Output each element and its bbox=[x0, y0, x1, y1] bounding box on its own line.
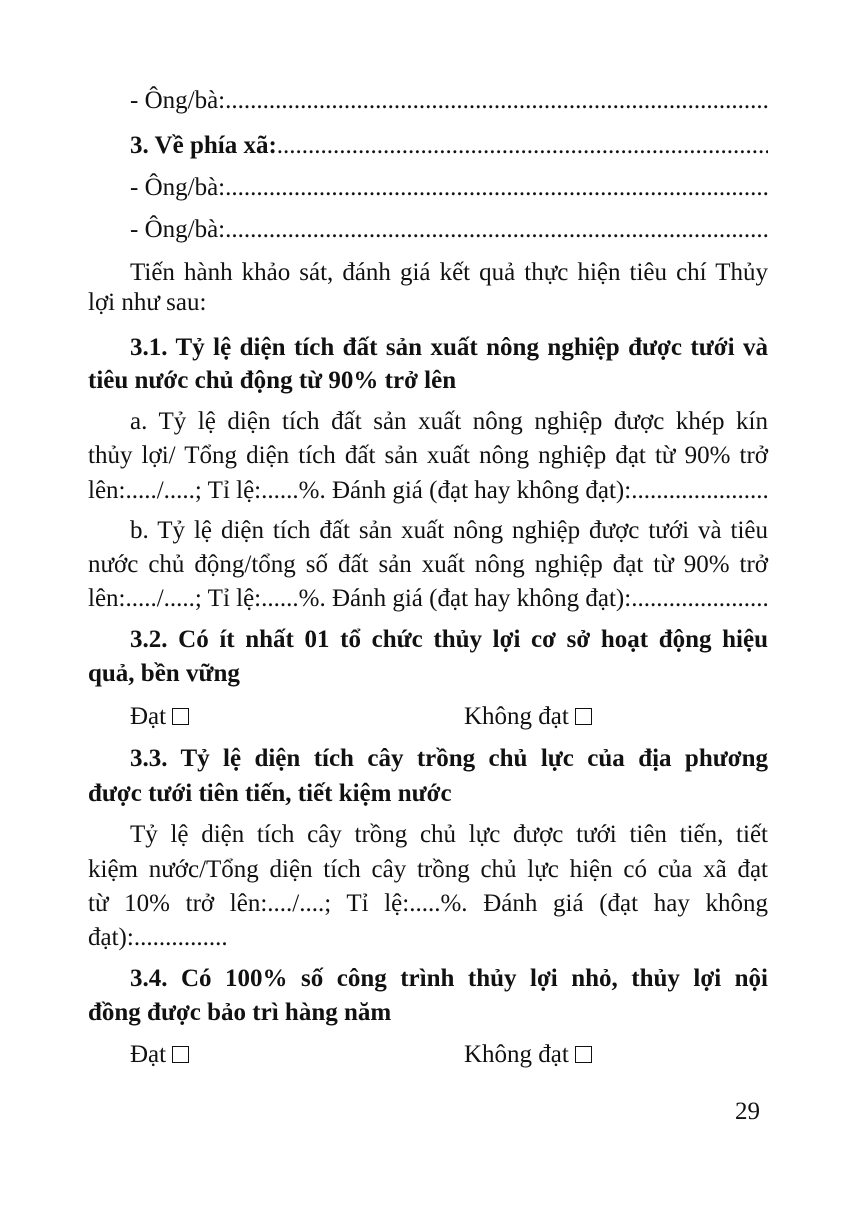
checkbox-icon[interactable] bbox=[575, 708, 592, 725]
section-3-1-heading: tiêu nước chủ động từ 90% trở lên bbox=[88, 367, 457, 394]
item-b-line: b. Tỷ lệ diện tích đất sản xuất nông nghiệp được tưới và tiêu bbox=[130, 517, 768, 544]
section-3-3-heading: 3.3. Tỷ lệ diện tích cây trồng chủ lực của địa phương bbox=[130, 745, 768, 772]
fill-in-dots bbox=[631, 584, 768, 614]
section-3-2-heading: quả, bền vững bbox=[88, 660, 240, 687]
signer-line bbox=[130, 215, 768, 245]
option-khong-dat[interactable] bbox=[464, 1040, 592, 1070]
checkbox-icon[interactable] bbox=[172, 708, 189, 725]
section-3-4-heading: 3.4. Có 100% số công trình thủy lợi nhỏ, thủy lợi nội bbox=[130, 965, 768, 992]
signer-line bbox=[130, 173, 768, 203]
item-b-line bbox=[88, 584, 768, 614]
fill-in-dots bbox=[225, 173, 768, 203]
section-3-3-body-line: kiệm nước/Tổng diện tích cây trồng chủ lực hiện có của xã đạt bbox=[88, 856, 768, 883]
section-3-4-heading: đồng được bảo trì hàng năm bbox=[88, 999, 392, 1026]
section-3-1-heading: 3.1. Tỷ lệ diện tích đất sản xuất nông nghiệp được tưới và bbox=[130, 334, 768, 361]
option-khong-dat[interactable] bbox=[464, 702, 592, 732]
fill-in-dots bbox=[225, 86, 768, 116]
signer-label: - Ông/bà: bbox=[130, 174, 226, 201]
option-khong-dat-label: Không đạt bbox=[464, 703, 569, 730]
item-a-line: thủy lợi/ Tổng diện tích đất sản xuất nông nghiệp đạt từ 90% trở bbox=[88, 442, 768, 469]
item-b-text: lên:...../.....; Tỉ lệ:......%. Đánh giá (đạt hay không đạt): bbox=[88, 585, 632, 612]
option-dat[interactable] bbox=[130, 702, 189, 732]
item-a-line bbox=[88, 476, 768, 506]
section-3-heading-line bbox=[130, 131, 768, 161]
checkbox-icon[interactable] bbox=[575, 1046, 592, 1063]
section-3-2-heading: 3.2. Có ít nhất 01 tổ chức thủy lợi cơ sở hoạt động hiệu bbox=[130, 626, 768, 653]
intro-line: Tiến hành khảo sát, đánh giá kết quả thực hiện tiêu chí Thủy bbox=[130, 259, 768, 286]
option-dat-label: Đạt bbox=[130, 703, 167, 730]
signer-label: - Ông/bà: bbox=[130, 216, 226, 243]
item-a-line: a. Tỷ lệ diện tích đất sản xuất nông nghiệp được khép kín bbox=[130, 408, 768, 435]
item-b-line: nước chủ động/tổng số đất sản xuất nông nghiệp đạt từ 90% trở bbox=[88, 551, 768, 578]
section-3-3-body-line: đạt):............... bbox=[88, 924, 228, 951]
option-dat-label: Đạt bbox=[130, 1041, 167, 1068]
fill-in-dots bbox=[631, 476, 768, 506]
item-a-text: lên:...../.....; Tỉ lệ:......%. Đánh giá (đạt hay không đạt): bbox=[88, 477, 632, 504]
checkbox-icon[interactable] bbox=[172, 1046, 189, 1063]
fill-in-dots bbox=[277, 131, 768, 161]
option-khong-dat-label: Không đạt bbox=[464, 1041, 569, 1068]
section-3-3-body-line: từ 10% trở lên:..../....; Tỉ lệ:.....%. Đánh giá (đạt hay không bbox=[88, 890, 768, 917]
section-3-3-body-line: Tỷ lệ diện tích cây trồng chủ lực được tưới tiên tiến, tiết bbox=[130, 821, 768, 848]
signer-label: - Ông/bà: bbox=[130, 87, 226, 114]
page-number: 29 bbox=[735, 1098, 760, 1125]
section-3-3-heading: được tưới tiên tiến, tiết kiệm nước bbox=[88, 780, 452, 807]
section-3-heading: 3. Về phía xã: bbox=[130, 132, 277, 159]
option-dat[interactable] bbox=[130, 1040, 189, 1070]
intro-line: lợi như sau: bbox=[88, 289, 207, 316]
fill-in-dots bbox=[225, 215, 768, 245]
signer-line bbox=[130, 86, 768, 116]
